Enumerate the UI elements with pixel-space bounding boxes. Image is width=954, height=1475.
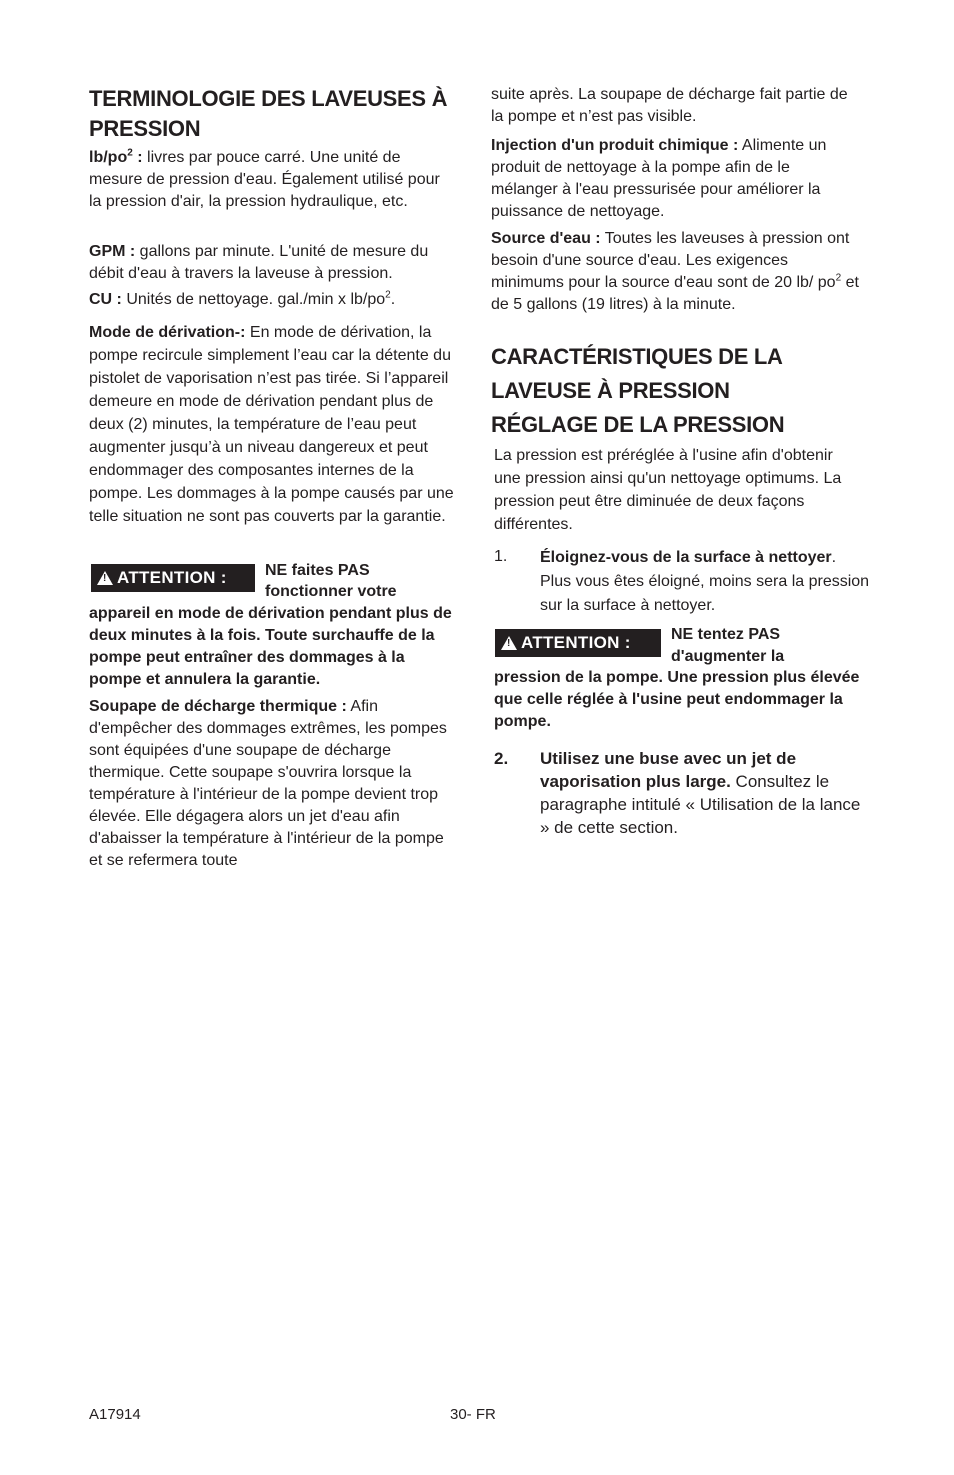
term-cu-label: CU : [89, 291, 122, 308]
attention-badge-2 [495, 629, 661, 657]
term-chemical-definition: Alimente un produit de nettoyage à la pompe afin de le mélanger à l'eau pressurisée pour améliorer la puissance de nettoyage. [491, 137, 827, 220]
warning-triangle-icon: ! [97, 571, 113, 585]
section-heading-pressure-adjust: RÉGLAGE DE LA PRESSION [491, 412, 785, 437]
section-heading-terminology: TERMINOLOGIE DES LAVEUSES À PRESSION [89, 86, 448, 141]
term-bypass-mode [89, 321, 459, 528]
document-code: A17914 [89, 1406, 141, 1423]
attention-label-1: ATTENTION : [117, 568, 227, 587]
term-water-definition: Toutes les laveuses à pression ont besoin d'une source d'eau. Les exigences minimums pour la source d'eau sont de 20 lb/ po [491, 230, 850, 291]
term-thermal-valve [89, 696, 461, 872]
term-water-label: Source d'eau : [491, 230, 601, 247]
term-thermal-definition: Afin d'empêcher des dommages extrêmes, les pompes sont équipées d'une soupape de décharge thermique. Cette soupape s'ouvrira lorsque la température à l'intérieur de la pompe devient trop élevée. Elle dégagera alors un jet d'eau afin d'abaisser la température à l'intérieur de la pompe et se refermera toute [89, 698, 447, 869]
thermal-continuation: suite après. La soupape de décharge fait partie de la pompe et n’est pas visible. [491, 86, 848, 125]
term-lbpo-definition: livres par pouce carré. Une unité de mesure de pression d'eau. Également utilisé pour la pression d'air, la pression hydraulique, etc. [89, 149, 440, 210]
warning1-line2: fonctionner votre [265, 583, 397, 600]
term-gpm [89, 241, 454, 285]
term-bypass-definition: En mode de dérivation, la pompe recircule simplement l’eau car la détente du pistolet de vaporisation n’est pas tirée. Si l’appareil demeure en mode de dérivation pendant plus de deux (2) minutes, la température de l’eau peut augmenter jusqu’à un niveau dangereux et peut endommager des composantes internes de la pompe. Les dommages à la pompe causés par une telle situation ne sont pas couverts par la garantie. [89, 324, 454, 525]
warning1-line1: NE faites PAS [265, 562, 370, 579]
list-item-2-body: Utilisez une buse avec un jet de vaporisation plus large. Consultez le paragraphe intitulé « Utilisation de la lance » de cette section. [540, 749, 861, 837]
list-item-2 [494, 747, 866, 842]
warning2-line2: d'augmenter la [671, 648, 785, 665]
term-gpm-label: GPM : [89, 243, 136, 260]
warning2-text: pression de la pompe. Une pression plus élevée que celle réglée à l'usine peut endommager la pompe. [494, 669, 860, 730]
attention-badge-1 [91, 564, 255, 592]
page-number: 30- FR [450, 1406, 496, 1423]
term-cu: CU : Unités de nettoyage. gal./min x $lb/po^2$. [89, 289, 396, 308]
warning2-line1: NE tentez PAS [671, 626, 781, 643]
term-lbpo [89, 147, 449, 213]
term-chemical-label: Injection d'un produit chimique : [491, 137, 739, 154]
list-item-1-number: 1. [494, 548, 508, 565]
term-bypass-label: Mode de dérivation-: [89, 324, 246, 341]
warning-triangle-icon: ! [501, 636, 517, 650]
term-cu-definition: Unités de nettoyage. gal./min x lb/po [121, 291, 386, 308]
section-heading-features-2: LAVEUSE À PRESSION [491, 378, 730, 403]
warning1-text: appareil en mode de dérivation pendant plus de deux minutes à la fois. Toute surchauffe de la pompe peut entraîner des dommages à la pompe et annulera la garantie. [89, 605, 452, 688]
term-gpm-definition: gallons par minute. L'unité de mesure du débit d'eau à travers la laveuse à pression. [89, 243, 429, 282]
term-thermal-label: Soupape de décharge thermique : [89, 698, 347, 715]
list-item-1 [494, 546, 870, 618]
section-heading-features-1: CARACTÉRISTIQUES DE LA [491, 344, 783, 369]
attention-label-2: ATTENTION : [521, 633, 631, 652]
term-water-source: Source d'eau : Toutes les laveuses à pression ont besoin d'une source d'eau. Les exigences minimums pour la source d'eau sont de 20 lb/ $po^2$ et de 5 gallons (19 litres) à la minute. [491, 230, 859, 313]
term-lbpo-label: $lb/po^2$ : [89, 147, 143, 166]
list-item-1-body: Éloignez-vous de la surface à nettoyer. Plus vous êtes éloigné, moins sera la pression sur la surface à nettoyer. [540, 549, 870, 614]
term-chemical-injection [491, 135, 859, 223]
list-item-2-number: 2. [494, 749, 509, 768]
pressure-intro: La pression est préréglée à l'usine afin d'obtenir une pression ainsi qu'un nettoyage optimums. La pression peut être diminuée de deux façons différentes. [494, 447, 842, 533]
